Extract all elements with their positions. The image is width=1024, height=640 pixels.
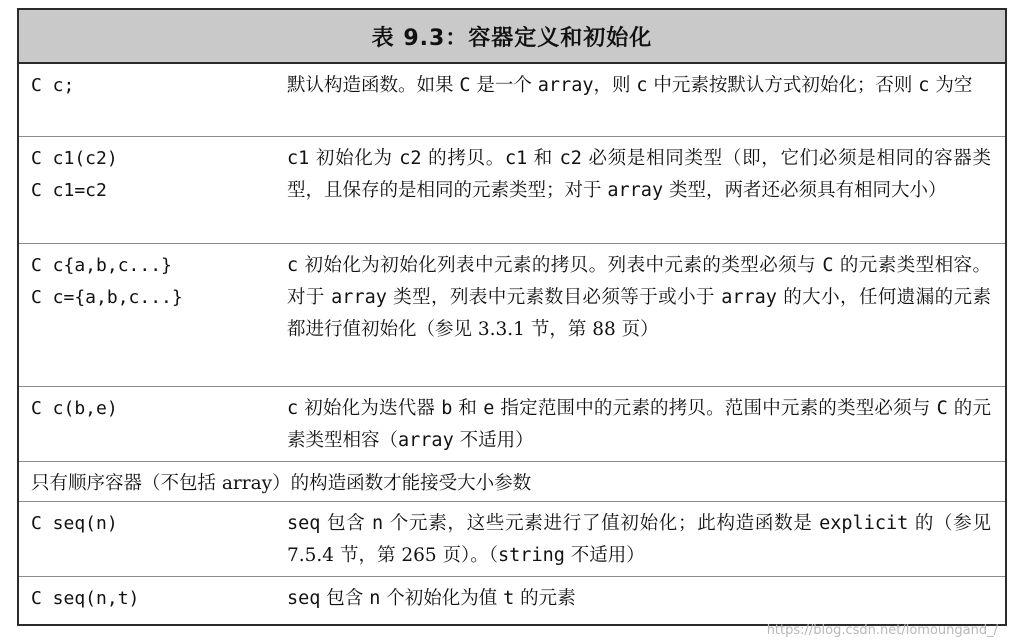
description-cell: seq 包含 n 个初始化为值 t 的元素 [287,588,576,609]
container-init-table [17,8,1007,626]
code-line: C c(b,e) [31,398,118,419]
code-cell [19,502,287,576]
code-line: C c={a,b,c...} [31,287,183,308]
table-row [19,64,1005,137]
table-row [19,244,1005,387]
table-row [19,137,1005,244]
code-cell [19,64,287,136]
description-cell: c 初始化为初始化列表中元素的拷贝。列表中元素的类型必须与 C 的元素类型相容。对于 array 类型，列表中元素数目必须等于或小于 array 的大小，任何遗漏的元素都进行值初始化（参见 3.3.1 节，第 88 页） [287,255,992,340]
code-cell [19,577,287,622]
description-cell: c 初始化为迭代器 b 和 e 指定范围中的元素的拷贝。范围中元素的类型必须与 C 的元素类型相容（array 不适用） [287,398,991,451]
description-cell: 默认构造函数。如果 C 是一个 array，则 c 中元素按默认方式初始化；否则 c 为空 [287,75,973,96]
code-line: C c{a,b,c...} [31,255,172,276]
section-header: 只有顺序容器（不包括 array）的构造函数才能接受大小参数 [31,473,532,494]
table-title: 表 9.3：容器定义和初始化 [19,10,1005,64]
code-cell [19,244,287,386]
description-cell: seq 包含 n 个元素，这些元素进行了值初始化；此构造函数是 explicit 的（参见 7.5.4 节，第 265 页）。（string 不适用） [287,513,991,566]
description-cell: c1 初始化为 c2 的拷贝。c1 和 c2 必须是相同类型（即，它们必须是相同的容器类型，且保存的是相同的元素类型；对于 array 类型，两者还必须具有相同大小） [287,148,991,201]
table-row [19,387,1005,462]
code-line: C c1(c2) [31,148,118,169]
section-header-row [19,462,1005,502]
code-line: C seq(n,t) [31,588,140,609]
code-line: C seq(n) [31,513,118,534]
code-line: C c1=c2 [31,180,107,201]
code-cell [19,387,287,461]
code-line: C c; [31,75,75,96]
table-row [19,577,1005,622]
watermark-text: https://blog.csdn.net/lomoungand_/ [766,623,998,638]
code-cell [19,137,287,243]
table-row [19,502,1005,577]
